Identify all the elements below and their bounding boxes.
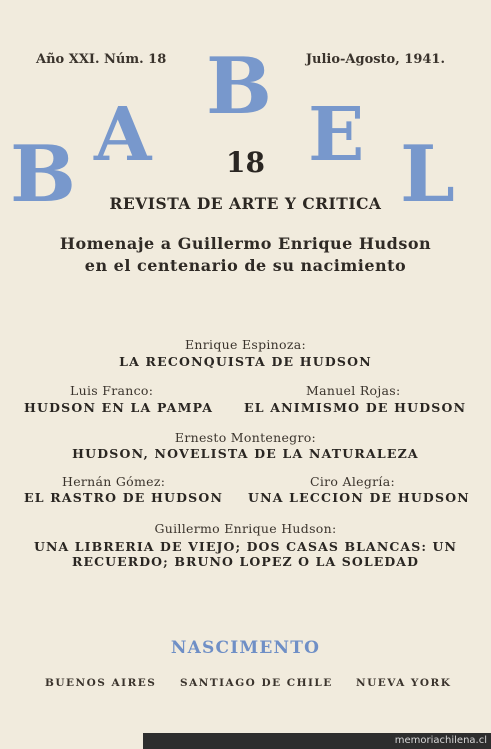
title-animismo: EL ANIMISMO DE HUDSON bbox=[244, 400, 467, 415]
author-rojas: Manuel Rojas: bbox=[306, 383, 401, 398]
title-pampa: HUDSON EN LA PAMPA bbox=[24, 400, 214, 415]
issue-badge-number: 18 bbox=[226, 146, 265, 179]
author-montenegro: Ernesto Montenegro: bbox=[174, 430, 317, 445]
publisher-name: NASCIMENTO bbox=[170, 638, 321, 658]
issue-number: Año XXI. Núm. 18 bbox=[36, 52, 167, 67]
author-franco: Luis Franco: bbox=[70, 383, 154, 398]
title-leccion: UNA LECCION DE HUDSON bbox=[248, 490, 470, 505]
masthead-letter-b2: B bbox=[206, 41, 272, 132]
masthead-letter-l: L bbox=[400, 129, 455, 220]
author-hudson: Guillermo Enrique Hudson: bbox=[154, 521, 337, 536]
watermark-text: memoriachilena.cl bbox=[394, 735, 487, 746]
title-libreria-line-2: RECUERDO; BRUNO LOPEZ O LA SOLEDAD bbox=[71, 554, 420, 569]
author-espinoza: Enrique Espinoza: bbox=[184, 337, 307, 352]
city-nueva-york: NUEVA YORK bbox=[356, 677, 452, 689]
homage-line-2: en el centenario de su nacimiento bbox=[84, 256, 407, 275]
title-rastro: EL RASTRO DE HUDSON bbox=[24, 490, 224, 505]
masthead-letter-a: A bbox=[94, 92, 152, 178]
author-gomez: Hernán Gómez: bbox=[62, 474, 166, 489]
city-santiago: SANTIAGO DE CHILE bbox=[180, 677, 333, 689]
author-alegria: Ciro Alegría: bbox=[310, 474, 395, 489]
title-reconquista: LA RECONQUISTA DE HUDSON bbox=[119, 354, 372, 369]
title-libreria-line-1: UNA LIBRERIA DE VIEJO; DOS CASAS BLANCAS: UN bbox=[33, 539, 458, 554]
homage-line-1: Homenaje a Guillermo Enrique Hudson bbox=[59, 234, 432, 253]
magazine-subtitle: REVISTA DE ARTE Y CRITICA bbox=[109, 194, 382, 213]
city-buenos-aires: BUENOS AIRES bbox=[45, 677, 157, 689]
masthead-letter-b1: B bbox=[10, 129, 76, 220]
title-novelista: HUDSON, NOVELISTA DE LA NATURALEZA bbox=[72, 446, 419, 461]
masthead-letter-e: E bbox=[308, 92, 365, 178]
issue-date: Julio-Agosto, 1941. bbox=[305, 52, 445, 67]
